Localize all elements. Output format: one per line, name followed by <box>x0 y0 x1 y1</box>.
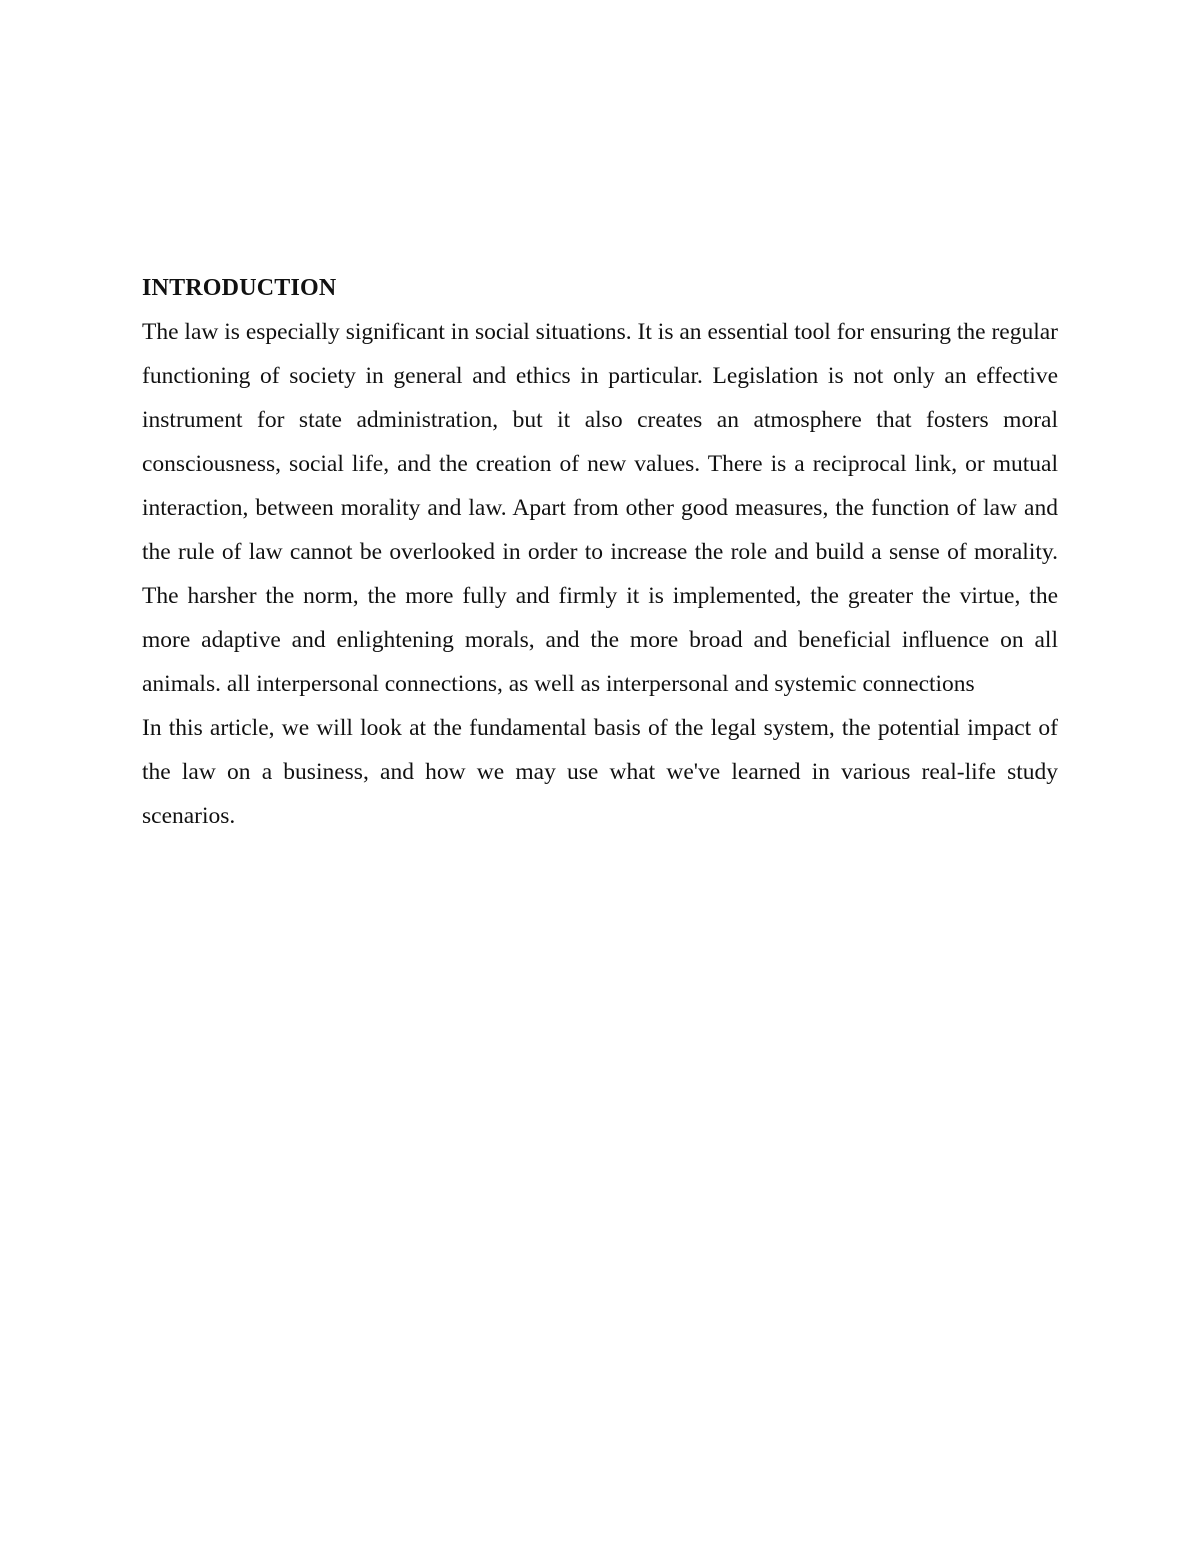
section-heading: INTRODUCTION <box>142 275 337 301</box>
document-body <box>142 266 1058 838</box>
paragraph-1: The law is especially significant in social situations. It is an essential tool for ensuring the regular functioning of society in general and ethics in particular. Legislation is not only an effective instrument for state administration, but it also creates an atmosphere that fosters moral consciousness, social life, and the creation of new values. There is a reciprocal link, or mutual interaction, between morality and law. Apart from other good measures, the function of law and the rule of law cannot be overlooked in order to increase the role and build a sense of morality. The harsher the norm, the more fully and firmly it is implemented, the greater the virtue, the more adaptive and enlightening morals, and the more broad and beneficial influence on all animals. all interpersonal connections, as well as interpersonal and systemic connections <box>142 319 1058 697</box>
paragraph-2: In this article, we will look at the fundamental basis of the legal system, the potential impact of the law on a business, and how we may use what we've learned in various real-life study scenarios. <box>142 715 1058 829</box>
